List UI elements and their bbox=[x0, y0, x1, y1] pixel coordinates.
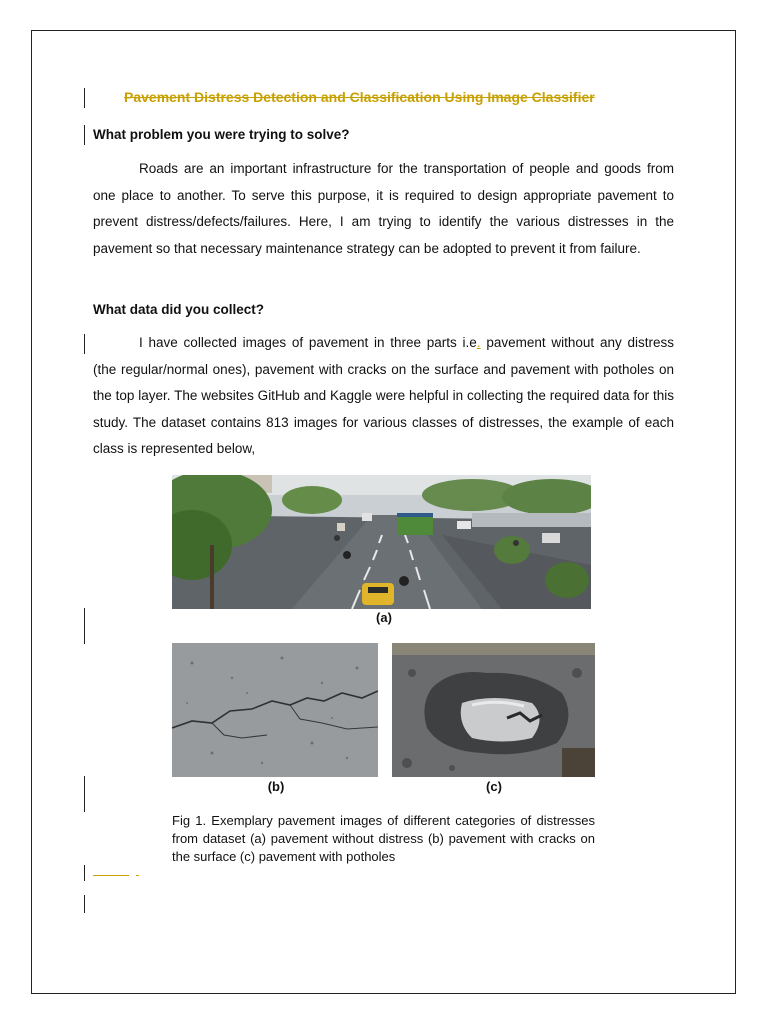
crack-photo bbox=[172, 643, 378, 777]
section-heading: What problem you were trying to solve? bbox=[93, 127, 350, 142]
paragraph-text: pavement without any distress (the regular/normal ones), pavement with cracks on the surface and pavement with potholes on the top layer. The websites GitHub and Kaggle were helpful in collecting the required data for this study. The dataset contains 813 images for various classes of distresses, the example of each class is represented below, bbox=[93, 335, 674, 457]
tracked-change-dash bbox=[136, 875, 139, 876]
figure-label-c: (c) bbox=[486, 779, 502, 794]
paragraph-text: Roads are an important infrastructure for the transportation of people and goods from one place to another. To serve this purpose, it is required to design appropriate pavement to prevent distress/defects/failures. Here, I am trying to identify the various distresses in the pavement so that necessary maintenance strategy can be adopted to prevent it from failure. bbox=[93, 161, 674, 256]
paragraph bbox=[93, 330, 674, 463]
change-bar bbox=[84, 895, 85, 913]
paragraph-text: I have collected images of pavement in three parts i.e bbox=[139, 335, 477, 350]
figure-caption: Fig 1. Exemplary pavement images of different categories of distresses from dataset (a) pavement without distress (b) pavement with cracks on the surface (c) pavement with potholes bbox=[172, 813, 595, 864]
pothole-photo bbox=[392, 643, 595, 777]
paragraph bbox=[93, 156, 674, 262]
change-bar bbox=[84, 608, 85, 644]
section-heading: What data did you collect? bbox=[93, 302, 265, 317]
tracked-change-line bbox=[93, 875, 129, 876]
change-bar bbox=[84, 865, 85, 881]
change-bar bbox=[84, 88, 85, 108]
tracked-insertion: . bbox=[476, 335, 481, 350]
change-bar bbox=[84, 334, 85, 354]
document-title: Pavement Distress Detection and Classification Using Image Classifier bbox=[124, 89, 595, 105]
change-bar bbox=[84, 776, 85, 812]
road-photo bbox=[172, 475, 591, 609]
figure-label-b: (b) bbox=[267, 779, 285, 794]
change-bar bbox=[84, 125, 85, 145]
figure-label-a: (a) bbox=[376, 610, 392, 625]
